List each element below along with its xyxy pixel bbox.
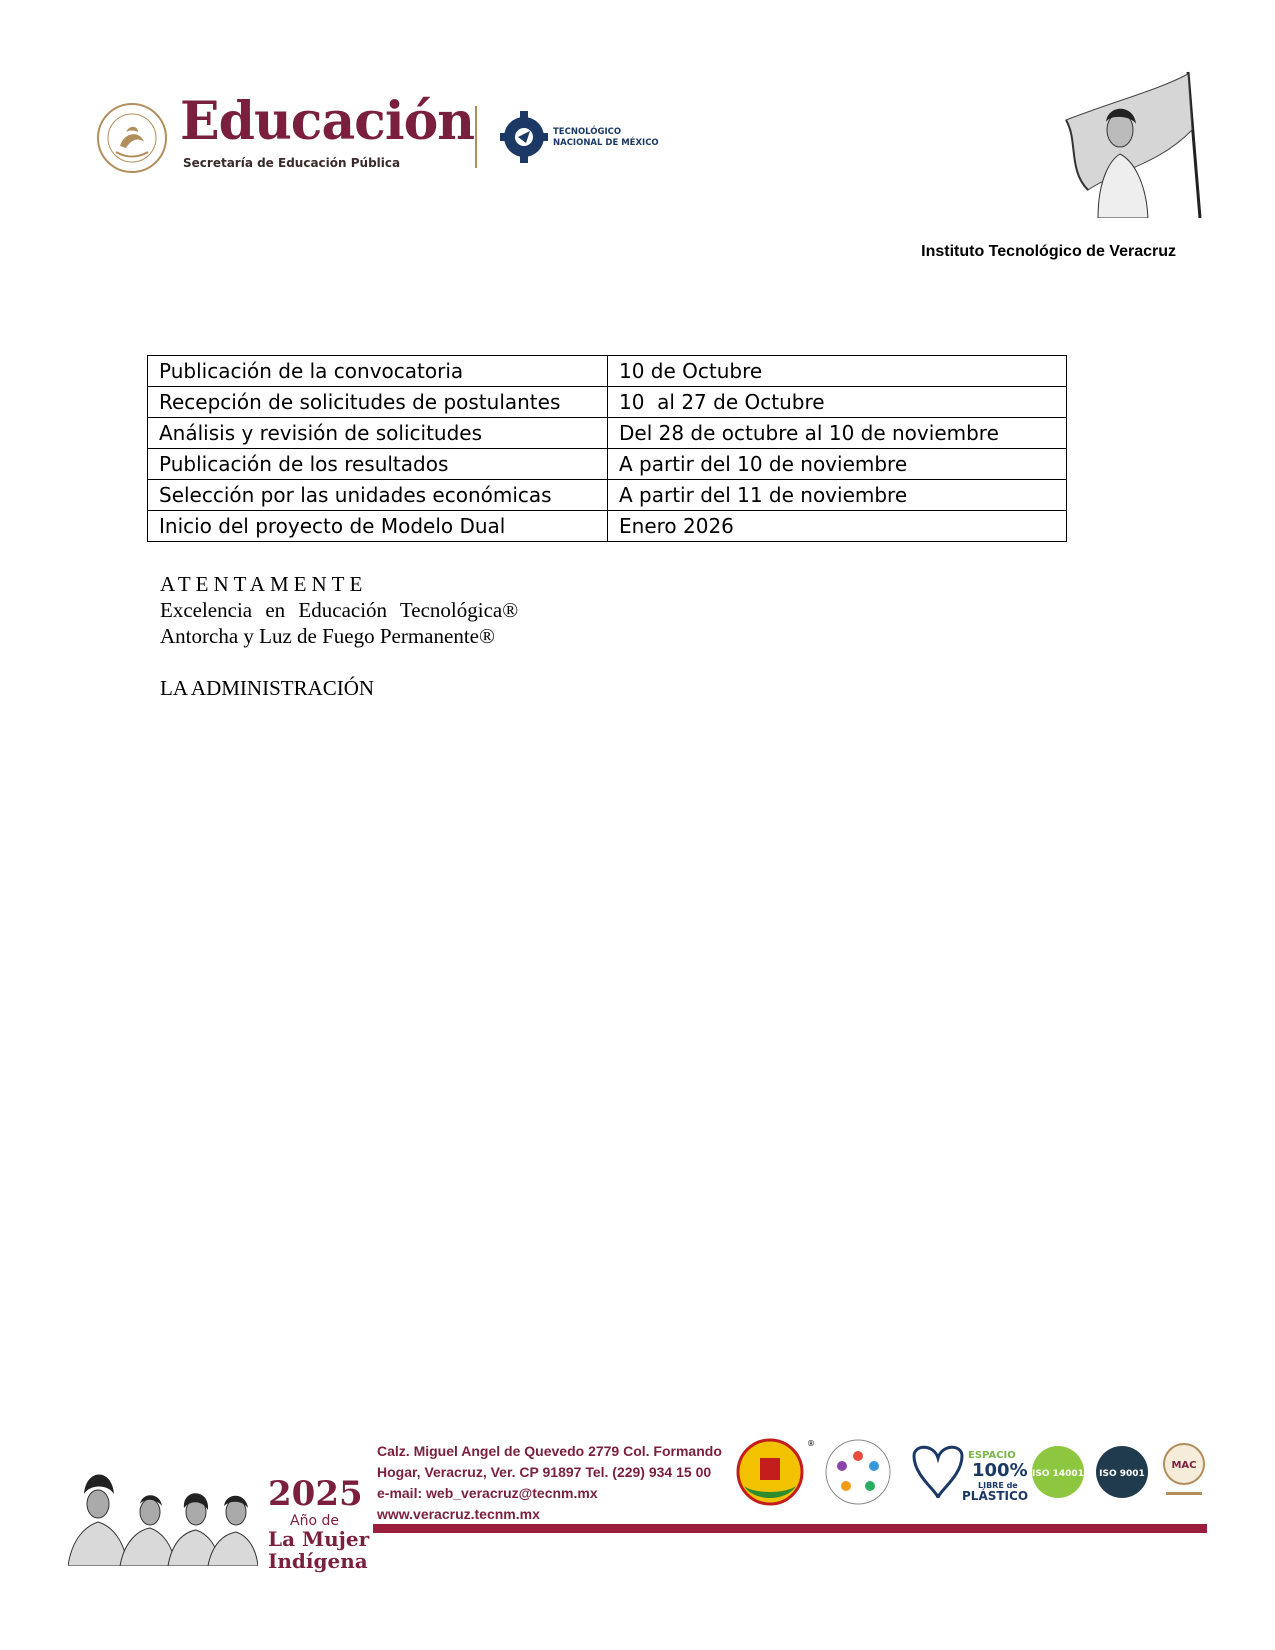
date-cell: A partir del 10 de noviembre (608, 449, 1067, 480)
footer-bar (373, 1524, 1207, 1533)
itv-shield-icon (738, 1439, 815, 1504)
mexican-seal-icon (96, 102, 168, 174)
year-caption-1: Año de (290, 1513, 339, 1529)
activity-cell: Recepción de solicitudes de postulantes (148, 387, 608, 418)
activity-cell: Análisis y revisión de solicitudes (148, 418, 608, 449)
year-caption-2 (268, 1528, 369, 1572)
badge-100-text: 100% (972, 1460, 1028, 1481)
activity-cell: Publicación de los resultados (148, 449, 608, 480)
year-caption-line-2: La Mujer (268, 1527, 370, 1551)
website-link[interactable]: www.veracruz.tecnm.mx (377, 1506, 540, 1522)
date-cell: Del 28 de octubre al 10 de noviembre (608, 418, 1067, 449)
education-title: Educación (180, 91, 475, 152)
tecnm-label (553, 127, 659, 149)
tecnm-gear-icon (500, 106, 548, 168)
equality-norm-icon (826, 1440, 890, 1504)
table-row (148, 511, 1067, 542)
date-cell: Enero 2026 (608, 511, 1067, 542)
table-row (148, 480, 1067, 511)
tecnm-line-1: TECNOLÓGICO (553, 127, 622, 137)
closing-atentamente: ATENTAMENTE (160, 572, 368, 596)
certification-logos (730, 1436, 1210, 1508)
iso-14001-badge (1032, 1446, 1084, 1498)
address-line-2: Hogar, Veracruz, Ver. CP 91897 Tel. (229) 934 15 00 (377, 1464, 712, 1480)
activity-cell: Inicio del proyecto de Modelo Dual (148, 511, 608, 542)
iso14001-text: ISO 14001 (1032, 1469, 1084, 1479)
indigenous-women-illustration (68, 1448, 258, 1566)
table-row (148, 418, 1067, 449)
mac-badge (1164, 1444, 1204, 1495)
header-divider (475, 106, 477, 168)
activity-cell: Publicación de la convocatoria (148, 356, 608, 387)
address-line-1: Calz. Miguel Angel de Quevedo 2779 Col. Formando (377, 1443, 722, 1459)
email-line: e-mail: web_veracruz@tecnm.mx (377, 1485, 598, 1501)
mac-text: MAC (1171, 1460, 1197, 1471)
iso9001-text: ISO 9001 (1099, 1469, 1145, 1479)
badge-libre-text: LIBRE de (978, 1481, 1018, 1490)
institute-name: Instituto Tecnológico de Veracruz (921, 243, 1176, 260)
badge-espacio-text: ESPACIO (968, 1450, 1016, 1461)
date-cell: A partir del 11 de noviembre (608, 480, 1067, 511)
badge-plastico-text: PLÁSTICO (962, 1489, 1029, 1503)
year-2025: 2025 (268, 1474, 363, 1514)
activity-cell: Selección por las unidades económicas (148, 480, 608, 511)
table-row (148, 356, 1067, 387)
tecnm-line-2: NACIONAL DE MÉXICO (553, 138, 659, 148)
year-caption-line-3: Indígena (268, 1549, 368, 1573)
woman-with-flag-illustration (1058, 70, 1203, 218)
svg-text:®: ® (807, 1439, 815, 1448)
date-cell: 10 de Octubre (608, 356, 1067, 387)
table-row (148, 387, 1067, 418)
table-row (148, 449, 1067, 480)
education-subtitle: Secretaría de Educación Pública (183, 156, 401, 170)
schedule-table (147, 355, 1067, 542)
plastic-free-badge (914, 1447, 1028, 1503)
signatory: LA ADMINISTRACIÓN (160, 676, 375, 700)
date-cell: 10 al 27 de Octubre (608, 387, 1067, 418)
iso-9001-badge (1096, 1446, 1148, 1498)
motto-line-1: Excelencia en Educación Tecnológica® (160, 598, 519, 622)
motto-line-2: Antorcha y Luz de Fuego Permanente® (160, 624, 495, 648)
